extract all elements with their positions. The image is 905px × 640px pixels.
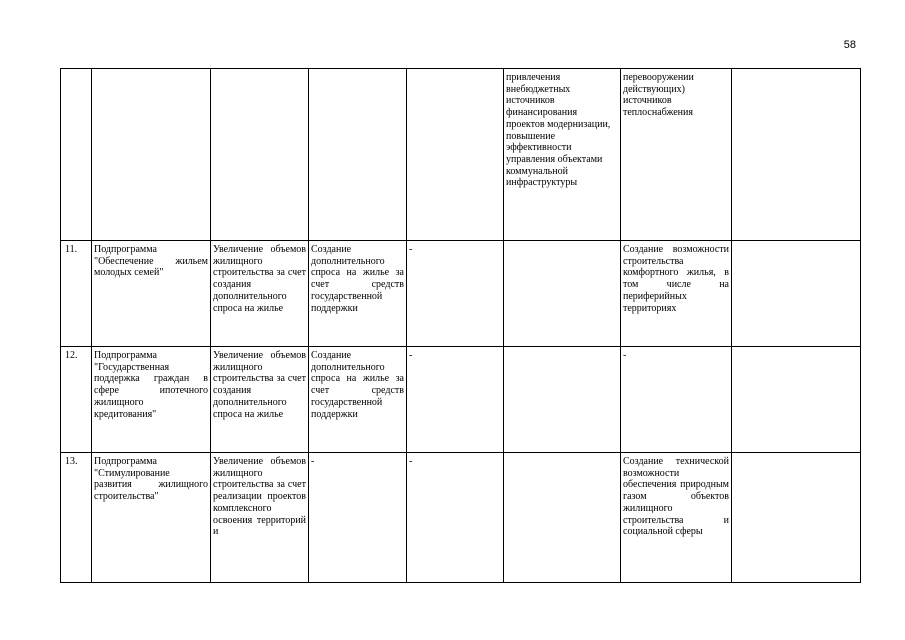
- column-7-cell: -: [621, 347, 732, 453]
- column-8-cell: [732, 347, 861, 453]
- table-row: [61, 69, 861, 241]
- column-6-cell: [504, 241, 621, 347]
- column-6-cell: [504, 453, 621, 583]
- goal-cell: Увеличение объемов жилищного строительства за счет создания дополнительного спроса на жилье: [211, 347, 309, 453]
- subprogram-name: Подпрограмма "Стимулирование развития жилищного строительства": [92, 453, 211, 583]
- task-cell: Создание дополнительного спроса на жилье за счет средств государственной поддержки: [309, 347, 407, 453]
- row-number: [61, 69, 92, 241]
- task-cell: [309, 69, 407, 241]
- program-table: [60, 68, 861, 583]
- column-5-cell: -: [407, 347, 504, 453]
- subprogram-name: Подпрограмма "Обеспечение жильем молодых семей": [92, 241, 211, 347]
- table-row: [61, 347, 861, 453]
- column-7-cell: Создание технической возможности обеспечения природным газом объектов жилищного строительства и социальной сферы: [621, 453, 732, 583]
- subprogram-name: [92, 69, 211, 241]
- table-row: [61, 453, 861, 583]
- column-8-cell: [732, 241, 861, 347]
- row-number: 12.: [61, 347, 92, 453]
- goal-cell: [211, 69, 309, 241]
- column-7-cell: Создание возможности строительства комфортного жилья, в том числе на периферийных территориях: [621, 241, 732, 347]
- task-cell: Создание дополнительного спроса на жилье за счет средств государственной поддержки: [309, 241, 407, 347]
- column-5-cell: -: [407, 241, 504, 347]
- row-number: 11.: [61, 241, 92, 347]
- subprogram-name: Подпрограмма "Государственная поддержка граждан в сфере ипотечного жилищного кредитования": [92, 347, 211, 453]
- row-number: 13.: [61, 453, 92, 583]
- column-7-cell: перевооружении действующих) источников теплоснабжения: [621, 69, 732, 241]
- column-5-cell: [407, 69, 504, 241]
- column-8-cell: [732, 69, 861, 241]
- table-row: [61, 241, 861, 347]
- column-5-cell: -: [407, 453, 504, 583]
- goal-cell: Увеличение объемов жилищного строительства за счет создания дополнительного спроса на жилье: [211, 241, 309, 347]
- goal-cell: Увеличение объемов жилищного строительства за счет реализации проектов комплексного освоения территорий и: [211, 453, 309, 583]
- task-cell: -: [309, 453, 407, 583]
- page-number: 58: [843, 39, 856, 51]
- column-8-cell: [732, 453, 861, 583]
- column-6-cell: привлечения внебюджетных источников финансирования проектов модернизации, повышение эффективности управления объектами коммунальной инфраструктуры: [504, 69, 621, 241]
- column-6-cell: [504, 347, 621, 453]
